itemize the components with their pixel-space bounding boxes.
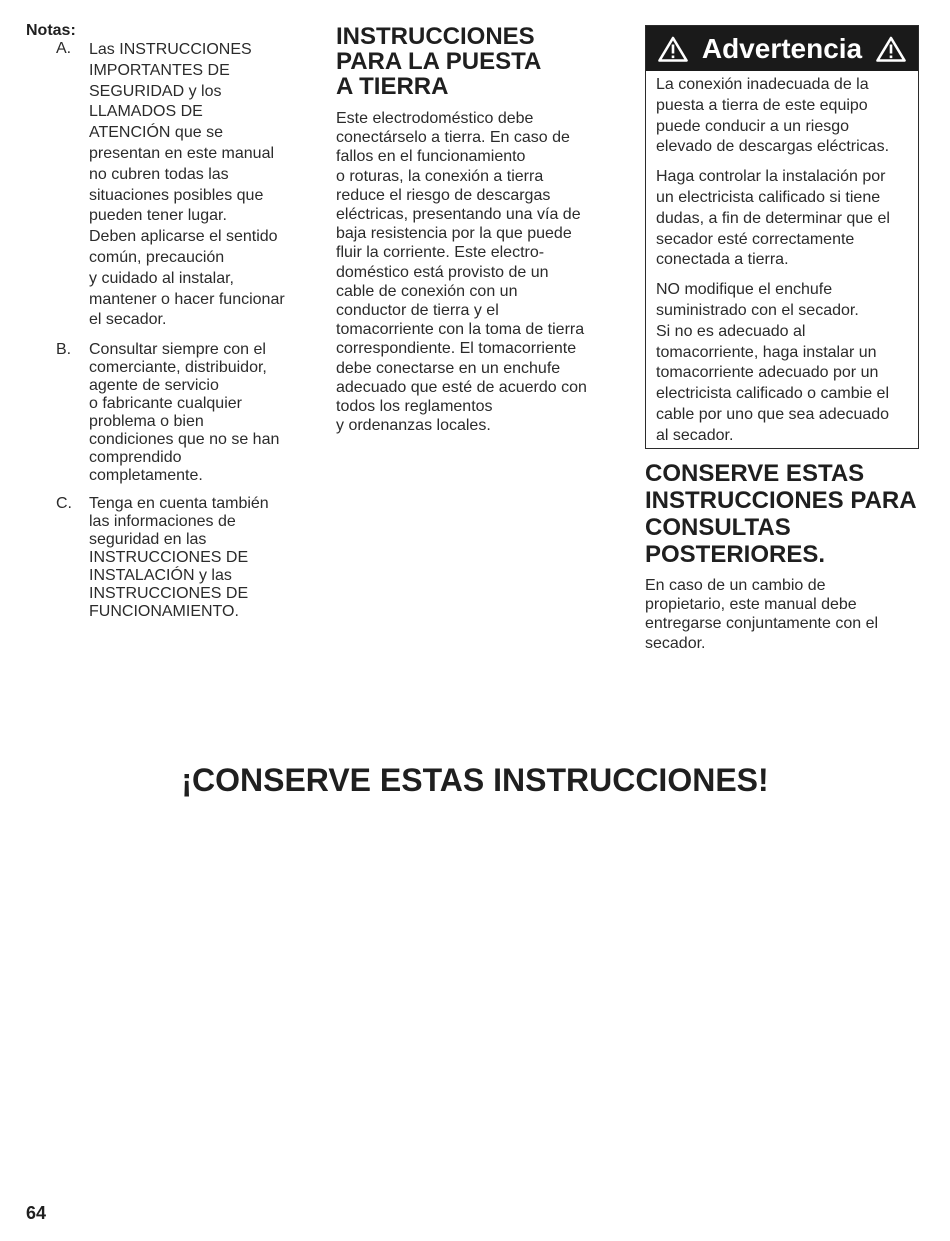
grounding-body: Este electrodoméstico debe conectárselo a tierra. En caso de fallos en el funcionamiento o roturas, la conexión a tierra reduce el riesgo de descargas eléctricas, presentando una vía de baja resistencia por la que puede fluir la corriente. Este electro- doméstico está provisto de un cable de conexión con un conductor de tierra y el tomacorriente con la toma de tierra correspondiente. El tomacorriente debe conectarse en un enchufe adecuado que esté de acuerdo con todos los reglamentos y ordenanzas locales. [336,110,587,435]
note-text: Consultar siempre con el comerciante, distribuidor, agente de servicio o fabricante cualquier problema o bien condiciones que no se han comprendido completamente. [89,341,280,485]
warning-paragraph: NO modifique el enchufe suministrado con el secador. Si no es adecuado al tomacorriente, haga instalar un tomacorriente adecuado por un electricista calificado o cambie el cable por uno que sea adecuado al secador. [656,281,890,444]
note-item-b [56,341,306,485]
page-number: 64 [26,1203,47,1223]
grounding-section [336,24,614,435]
note-letter: A. [56,40,72,57]
note-text: Las INSTRUCCIONES IMPORTANTES DE SEGURIDAD y los LLAMADOS DE ATENCIÓN que se presentan en este manual no cubren todas las situaciones posibles que pueden tener lugar. Deben aplicarse el sentido común, precaución y cuidado al instalar, mantener o hacer funcionar el secador. [89,41,285,329]
warning-title: Advertencia [701,32,863,64]
grounding-title: INSTRUCCIONES PARA LA PUESTA A TIERRA [336,23,542,100]
warning-triangle-icon [658,36,688,62]
warning-triangle-icon [876,36,906,62]
note-item-a [56,40,306,331]
conserve-section [645,460,930,653]
warning-paragraph: La conexión inadecuada de la puesta a tierra de este equipo puede conducir a un riesgo elevado de descargas eléctricas. [656,76,890,156]
warning-paragraph: Haga controlar la instalación por un electricista calificado si tiene dudas, a fin de determinar que el secador esté correctamente conectada a tierra. [656,168,890,269]
warning-body [646,71,918,447]
note-letter: C. [56,495,72,513]
conserve-body: En caso de un cambio de propietario, este manual debe entregarse conjuntamente con el secador. [645,577,879,652]
note-item-c [56,495,306,621]
conserve-title: CONSERVE ESTAS INSTRUCCIONES PARA CONSULTAS POSTERIORES. [645,460,917,568]
note-text: Tenga en cuenta también las informaciones de seguridad en las INSTRUCCIONES DE INSTALACIÓN y las INSTRUCCIONES DE FUNCIONAMIENTO. [89,495,269,621]
main-title: ¡CONSERVE ESTAS INSTRUCCIONES! [181,762,769,798]
note-letter: B. [56,341,72,359]
notes-label: Notas: [26,22,76,39]
notes-list [56,40,306,631]
warning-box [645,25,919,449]
warning-header [646,26,918,71]
